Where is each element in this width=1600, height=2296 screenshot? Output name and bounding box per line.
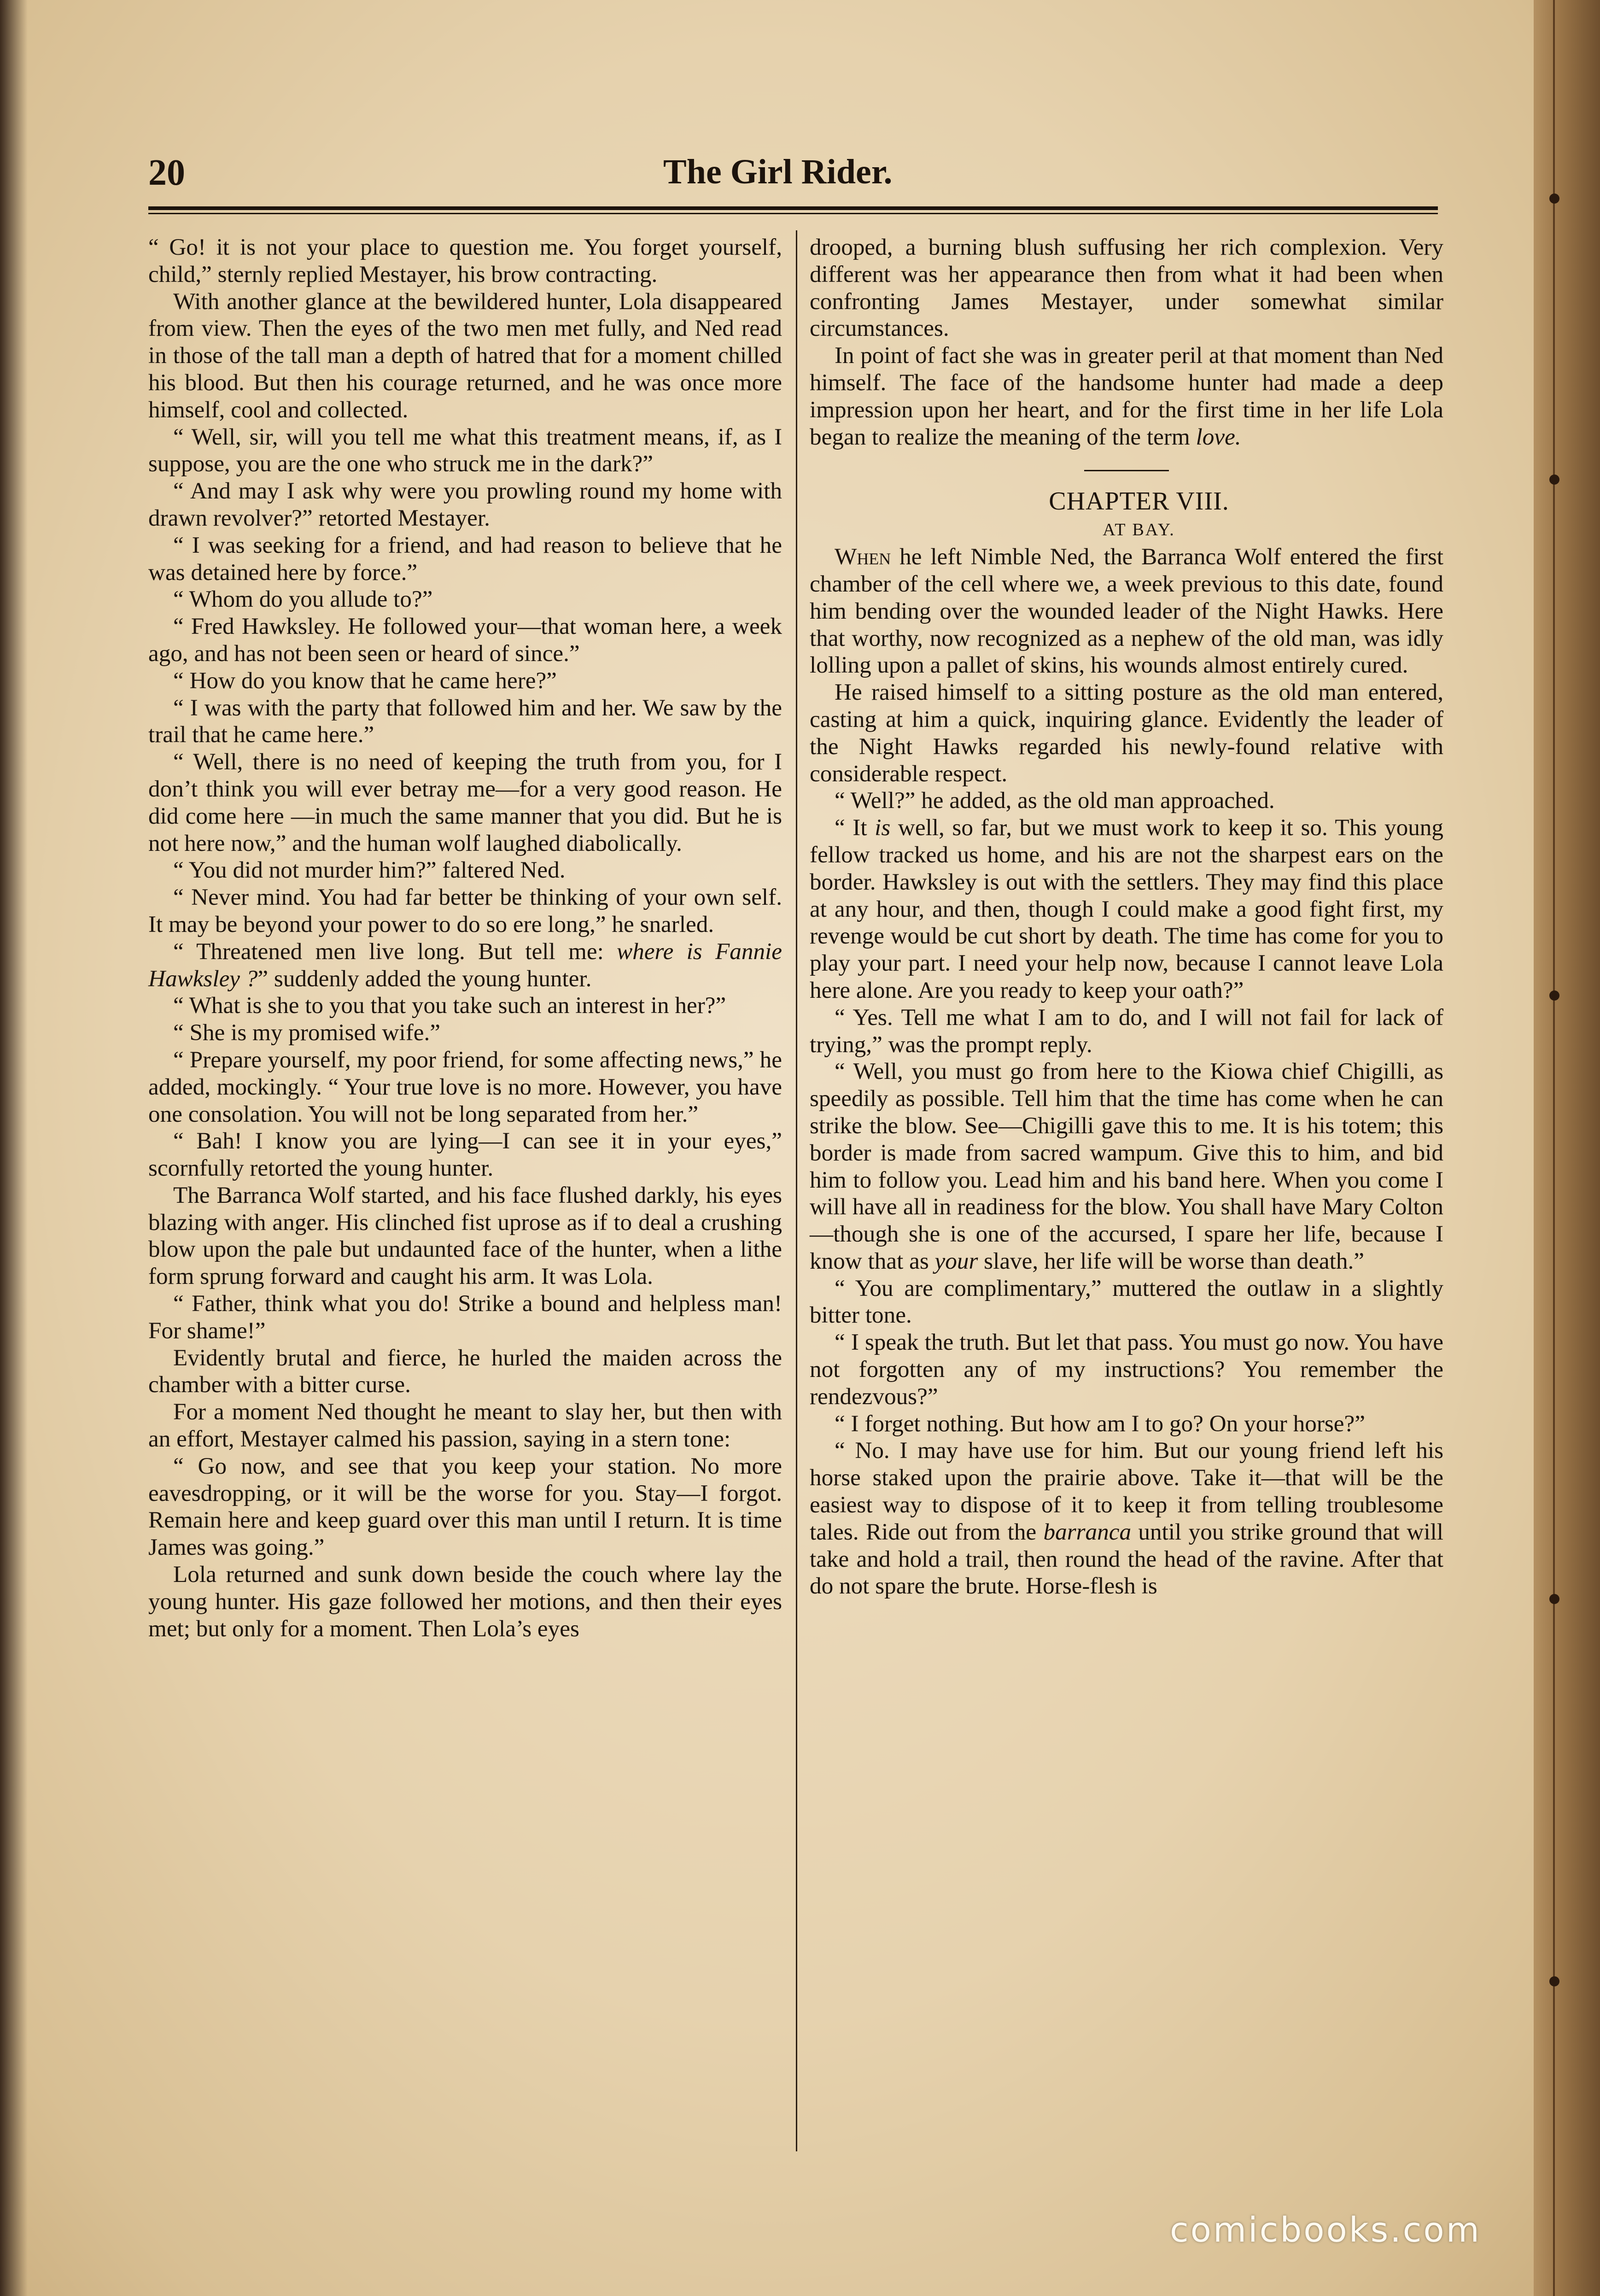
paragraph: “ Go! it is not your place to question me. You forget yourself, child,” sternly replied Mestayer, his brow contracting. [148,234,782,287]
paragraph: “ I forget nothing. But how am I to go? On your horse?” [835,1410,1365,1437]
paragraph: “ Fred Hawksley. He followed your—that woman here, a week ago, and has not been seen or heard of since.” [148,613,782,667]
paragraph [148,938,782,993]
paragraph: He raised himself to a sitting posture as the old man entered, casting at him a quick, inquiring glance. Evidently the leader of the Night Hawks regarded his newly-found relative with considerable respect. [810,679,1443,787]
staple-hole [1549,474,1559,485]
paragraph: “ Go now, and see that you keep your station. No more eavesdropping, or it will be the worse for you. Stay—I forgot. Remain here and keep guard over this man until I return. It is time James was going.” [148,1453,782,1561]
italic-text: is [875,814,891,841]
column-divider [796,230,797,2151]
paragraph: The Barranca Wolf started, and his face flushed darkly, his eyes blazing with anger. His clinched fist uprose as if to deal a crushing blow upon the pale but undaunted face of the hunter, when a lithe form sprung forward and caught his arm. It was Lola. [148,1182,782,1290]
paragraph: “ Father, think what you do! Strike a bound and helpless man! For shame!” [148,1290,782,1344]
left-column [148,234,782,1642]
chapter-opening-word: When [835,544,891,570]
paragraph: “ I was seeking for a friend, and had reason to believe that he was detained here by force.” [148,532,782,586]
watermark-text: comicbooks.com [1170,2210,1481,2250]
italic-text: love. [1196,423,1241,450]
paragraph: “ Whom do you allude to?” [173,586,433,613]
paragraph: “ I speak the truth. But let that pass. You must go now. You have not forgotten any of my instructions? You remember the rendezvous?” [810,1329,1443,1410]
paragraph: “ I was with the party that followed him and her. We saw by the trail that he came here.” [148,694,782,748]
paragraph [810,1437,1443,1600]
page-edge-shadow [0,0,28,2296]
paragraph: “ Yes. Tell me what I am to do, and I will not fail for lack of trying,” was the prompt reply. [810,1004,1443,1058]
text-run: well, so far, but we must work to keep it so. This young fellow tracked us home, and his are not the sharpest ears on the border. Hawksley is out with the settlers. They may find this place at any hour, and then, though I could make a good fight first, my revenge would be cut short by death. The time has come for you to play your part. I need your help now, because I cannot leave Lola here alone. Are you ready to keep your oath?” [810,814,1443,1003]
binding-spine [1534,0,1600,2296]
paragraph: drooped, a burning blush suffusing her rich complexion. Very different was her appearance then from what it had been when confronting James Mestayer, under somewhat similar circumstances. [810,234,1443,342]
paragraph: “ And may I ask why were you prowling round my home with drawn revolver?” retorted Mestayer. [148,478,782,531]
paragraph: “ How do you know that he came here?” [173,667,557,694]
paragraph [810,544,1443,679]
page-number: 20 [148,152,185,193]
paragraph: “ Well, sir, will you tell me what this treatment means, if, as I suppose, you are the one who struck me in the dark?” [148,423,782,477]
paragraph: “ She is my promised wife.” [173,1019,441,1046]
right-column [810,234,1443,1600]
header-rule [148,206,1438,210]
running-title: The Girl Rider. [663,152,893,191]
paragraph: “ Never mind. You had far better be thinking of your own self. It may be beyond your power to do so ere long,” he snarled. [148,884,782,937]
header-rule-thin [148,213,1438,214]
chapter-subheading: AT BAY. [1103,520,1175,540]
paragraph: “ What is she to you that you take such an interest in her?” [173,992,726,1019]
text-run: he left Nimble Ned, the Barranca Wolf entered the first chamber of the cell where we, a week previous to this date, found him bending over the wounded leader of the Night Hawks. Here that worthy, now recognized as a nephew of the old man, was idly lolling upon a pallet of skins, his wounds almost entirely cured. [810,544,1443,679]
staple-hole [1549,1976,1559,1986]
text-run: “ No. I may have use for him. But our young friend left his horse staked upon the prairie above. Take it—that will be the easiest way to dispose of it to keep it from telling troublesome tales. Ride out from the [810,1437,1443,1545]
chapter-heading: CHAPTER VIII. [1049,487,1229,516]
paragraph: For a moment Ned thought he meant to slay her, but then with an effort, Mestayer calmed his passion, saying in a stern tone: [148,1399,782,1453]
text-run: slave, her life will be worse than death.” [978,1248,1364,1274]
text-run: “ It [835,814,875,841]
paragraph [810,814,1443,1004]
text-run: ” suddenly added the young hunter. [257,965,592,992]
staple-hole [1549,1594,1559,1604]
paragraph [810,1058,1443,1275]
paragraph: Lola returned and sunk down beside the couch where lay the young hunter. His gaze followed her motions, and then their eyes met; but only for a moment. Then Lola’s eyes [148,1561,782,1642]
paragraph: “ You did not murder him?” faltered Ned. [173,857,566,884]
staple-hole [1549,990,1559,1001]
text-run: “ Threatened men live long. But tell me: [173,938,604,965]
paragraph: Evidently brutal and fierce, he hurled the maiden across the chamber with a bitter curse. [148,1344,782,1398]
text-run: until you strike ground that will take and hold a trail, then round the head of the ravine. After that do not spare the brute. Horse-flesh is [810,1518,1443,1599]
italic-text: barranca [1043,1518,1132,1545]
paragraph [810,342,1443,451]
paragraph: “ Well?” he added, as the old man approached. [835,787,1275,814]
section-rule [1084,470,1169,471]
italic-text: your [934,1248,978,1274]
text-run: In point of fact she was in greater peril at that moment than Ned himself. The face of the handsome hunter had made a deep impression upon her heart, and for the first time in her life Lola began to realize the meaning of the term [810,342,1443,450]
paragraph: “ You are complimentary,” muttered the outlaw in a slightly bitter tone. [810,1275,1443,1329]
paragraph: With another glance at the bewildered hunter, Lola disappeared from view. Then the eyes of the two men met fully, and Ned read in those of the tall man a depth of hatred that for a moment chilled his blood. But then his courage returned, and he was once more himself, cool and collected. [148,288,782,423]
binding-fold-line [1553,0,1555,2296]
text-run: “ Well, you must go from here to the Kiowa chief Chigilli, as speedily as possible. Tell him that the time has come when he can strike the blow. See—Chigilli gave this to me. It is his totem; this border is made from sacred wampum. Give this to him, and bid him to follow you. Lead him and his band here. When you come I will have all in readiness for the blow. You shall have Mary Colton—though she is one of the accursed, I spare her life, because I know that as [810,1058,1443,1274]
italic-text: where is Fannie Hawksley ? [148,938,782,992]
paragraph: “ Prepare yourself, my poor friend, for some affecting news,” he added, mockingly. “ Your true love is no more. However, you have one consolation. You will not be long separated from her.” [148,1046,782,1127]
staple-hole [1549,193,1559,204]
paragraph: “ Bah! I know you are lying—I can see it in your eyes,” scornfully retorted the young hunter. [148,1128,782,1182]
paragraph: “ Well, there is no need of keeping the truth from you, for I don’t think you will ever betray me—for a very good reason. He did come here —in much the same manner that you did. But he is not here now,” and the human wolf laughed diabolically. [148,749,782,856]
